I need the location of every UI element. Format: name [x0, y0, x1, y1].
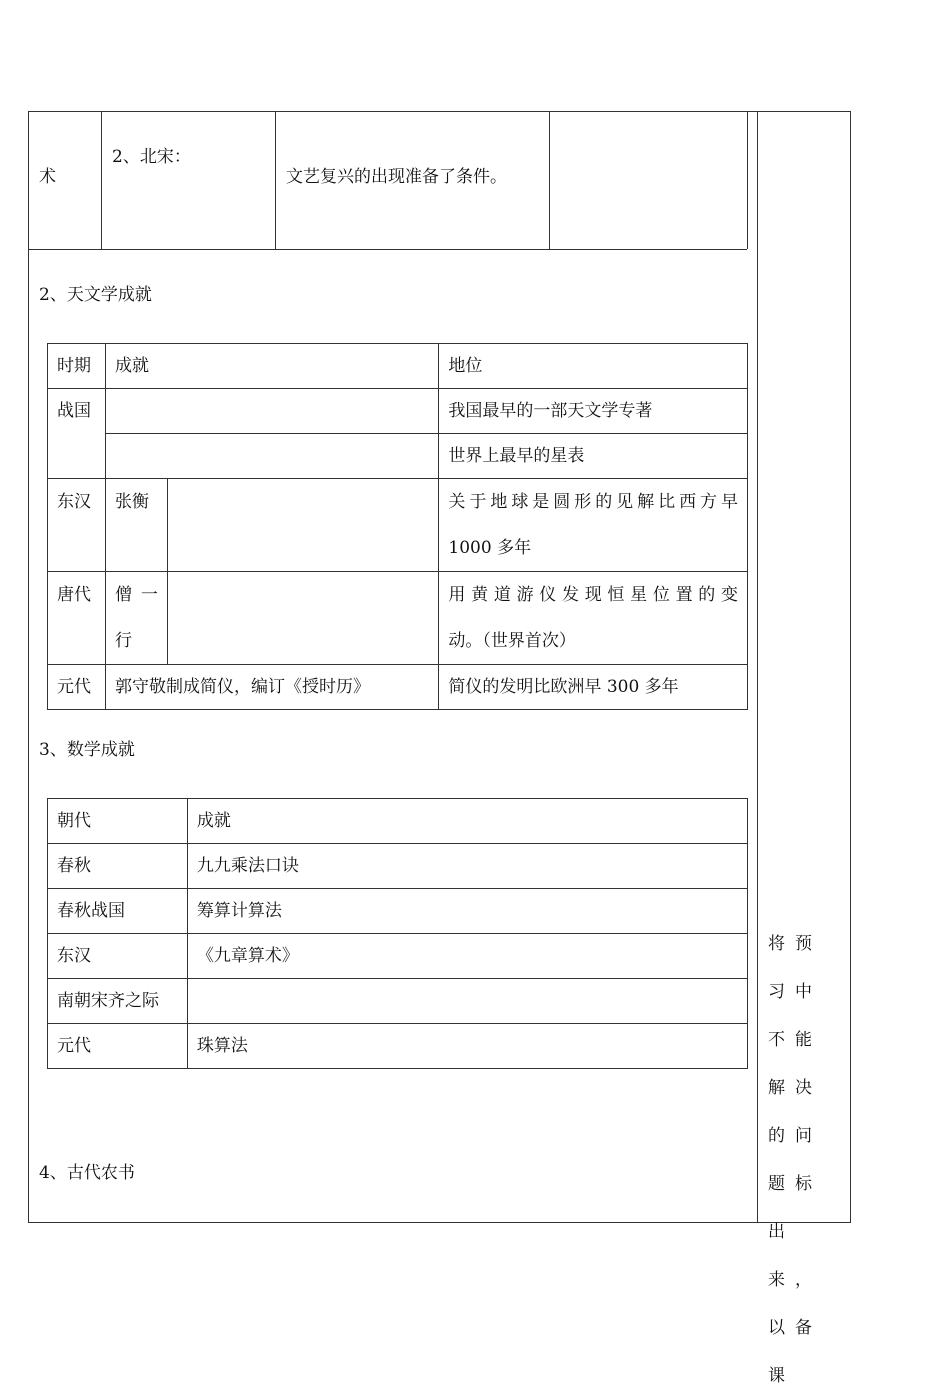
table-row	[48, 479, 748, 572]
status-line: 用黄道游仪发现恒星位置的变	[448, 585, 738, 605]
period-cell: 元代	[48, 665, 106, 710]
dynasty-cell: 东汉	[48, 934, 188, 979]
achievement-cell	[187, 979, 747, 1024]
lesson-frame	[28, 111, 851, 1386]
header-cell: 成就	[187, 799, 747, 844]
dynasty-cell: 元代	[48, 1024, 188, 1069]
sidebar-column	[758, 112, 850, 1386]
achievement-cell: 筹算计算法	[187, 889, 747, 934]
table-row	[48, 665, 748, 710]
table-row	[48, 844, 748, 889]
main-column	[29, 112, 758, 1222]
person-line: 僧一	[114, 585, 158, 605]
table-row	[48, 889, 748, 934]
period-cell: 唐代	[48, 572, 106, 665]
status-cell: 世界上最早的星表	[439, 434, 748, 479]
achievement-cell	[167, 572, 439, 665]
table-row	[48, 434, 748, 479]
status-cell: 我国最早的一部天文学专著	[439, 389, 748, 434]
header-cell: 时期	[48, 344, 106, 389]
person-cell	[105, 572, 167, 665]
math-table	[47, 798, 748, 1069]
top-cell-3	[276, 112, 550, 249]
table-row	[48, 934, 748, 979]
status-line: 动。（世界首次）	[448, 631, 576, 651]
astronomy-heading: 2、天文学成就	[39, 285, 152, 305]
achievement-cell	[105, 434, 438, 479]
top-cell-2	[102, 112, 276, 249]
top-cell-4	[550, 112, 748, 249]
table-row	[48, 572, 748, 665]
math-heading: 3、数学成就	[39, 740, 135, 760]
table-row	[48, 799, 748, 844]
table-row	[48, 344, 748, 389]
person-line: 行	[114, 631, 132, 651]
top-cell-1	[29, 112, 102, 249]
dynasty-cell: 春秋战国	[48, 889, 188, 934]
agriculture-heading: 4、古代农书	[39, 1163, 135, 1183]
status-line: 关于地球是圆形的见解比西方早	[448, 492, 738, 512]
sidebar-note: 将预习中不能解决的问题标出来，以备课	[768, 934, 822, 1386]
table-row	[48, 389, 748, 434]
achievement-cell: 《九章算术》	[187, 934, 747, 979]
person-cell: 张衡	[105, 479, 167, 572]
status-cell	[439, 572, 748, 665]
period-cell: 东汉	[48, 479, 106, 572]
status-cell	[439, 479, 748, 572]
astronomy-table	[47, 343, 748, 710]
achievement-cell	[167, 479, 439, 572]
achievement-cell: 九九乘法口诀	[187, 844, 747, 889]
top-cell-3-text: 文艺复兴的出现准备了条件。	[286, 167, 507, 187]
period-cell: 战国	[48, 389, 106, 479]
top-row	[29, 112, 747, 250]
dynasty-cell: 春秋	[48, 844, 188, 889]
achievement-cell: 郭守敬制成简仪，编订《授时历》	[105, 665, 438, 710]
table-row	[48, 979, 748, 1024]
table-row	[48, 1024, 748, 1069]
header-cell: 成就	[105, 344, 438, 389]
achievement-cell	[105, 389, 438, 434]
header-cell: 地位	[439, 344, 748, 389]
header-cell: 朝代	[48, 799, 188, 844]
achievement-cell: 珠算法	[187, 1024, 747, 1069]
top-cell-2-text: 2、北宋：	[112, 147, 191, 167]
status-line: 1000 多年	[448, 538, 532, 558]
dynasty-cell: 南朝宋齐之际	[48, 979, 188, 1024]
top-cell-1-text: 术	[39, 167, 56, 187]
status-cell: 简仪的发明比欧洲早 300 多年	[439, 665, 748, 710]
